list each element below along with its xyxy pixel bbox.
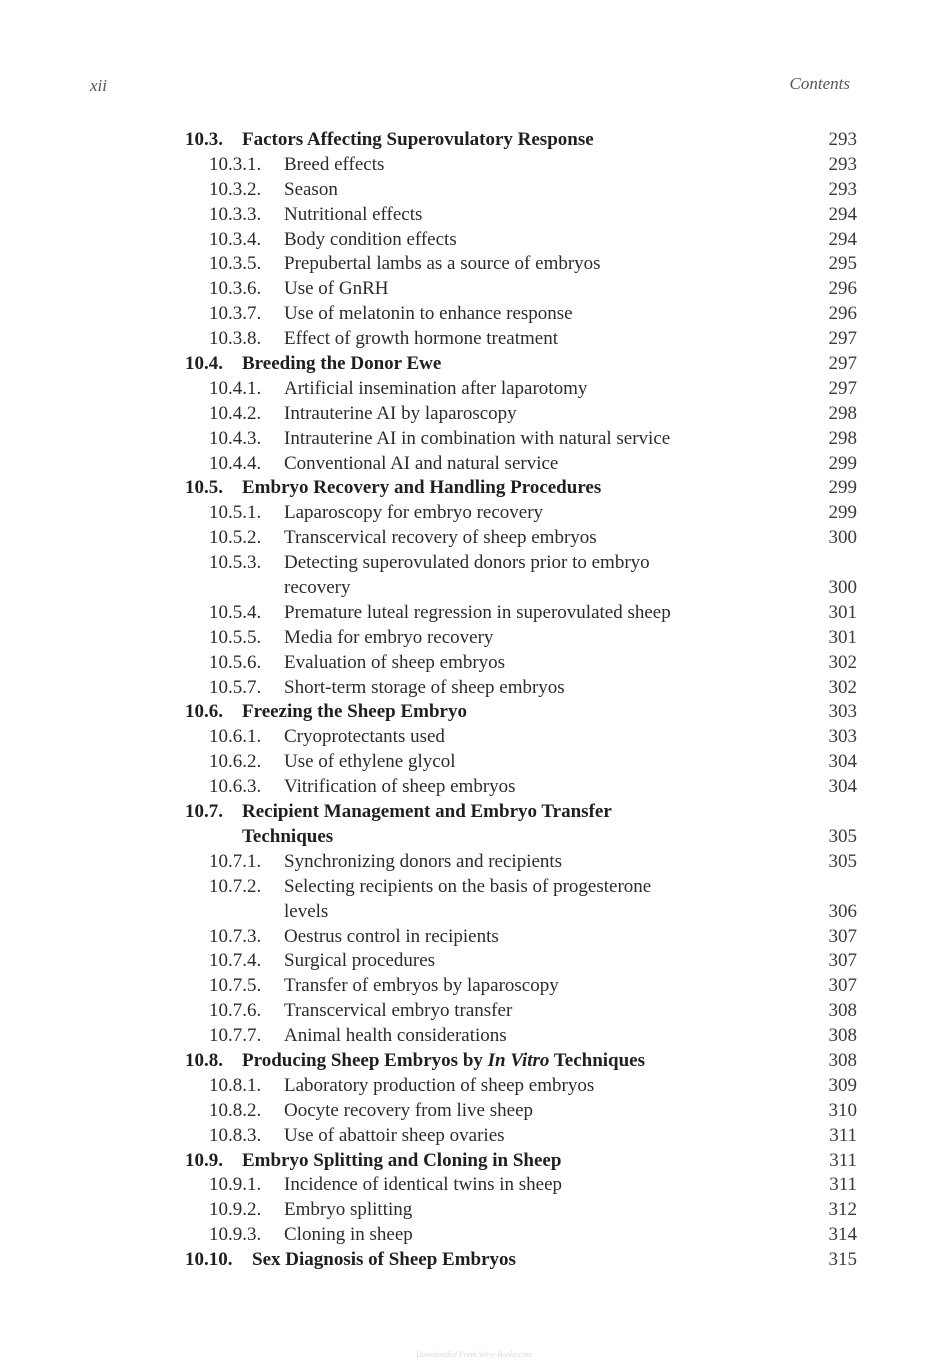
toc-entry-number: 10.7.4.: [209, 950, 262, 972]
toc-entry-title: Embryo splitting: [284, 1199, 413, 1221]
toc-entry-number: 10.4.4.: [209, 452, 262, 474]
toc-entry-number: 10.3.2.: [209, 178, 262, 200]
toc-entry-title: Transcervical embryo transfer: [284, 1000, 513, 1022]
toc-entry-page: 311: [829, 1174, 857, 1196]
toc-subsection-entry: [185, 252, 857, 277]
toc-entry-title: recovery: [284, 577, 351, 599]
toc-entry-number: 10.7.: [185, 801, 223, 823]
toc-entry-title: Oestrus control in recipients: [284, 925, 499, 947]
toc-subsection-entry: [185, 725, 857, 750]
toc-subsection-entry: [185, 526, 857, 551]
toc-subsection-entry: [185, 153, 857, 178]
toc-entry-title: Factors Affecting Superovulatory Response: [242, 129, 594, 150]
toc-entry-title: Incidence of identical twins in sheep: [284, 1174, 563, 1196]
toc-entry-number: 10.3.1.: [209, 153, 262, 175]
toc-subsection-entry: [185, 327, 857, 352]
toc-entry-title: Cryoprotectants used: [284, 726, 445, 748]
toc-entry-title: Sex Diagnosis of Sheep Embryos: [252, 1249, 516, 1271]
toc-entry-page: 307: [828, 975, 857, 997]
toc-section-entry: [185, 1149, 857, 1174]
toc-entry-page: 296: [828, 278, 857, 300]
toc-entry-page: 304: [828, 776, 857, 798]
toc-entry-page: 308: [828, 1000, 857, 1022]
toc-subsection-entry: [185, 551, 857, 576]
toc-section-entry: [185, 476, 857, 501]
toc-subsection-entry: [185, 999, 857, 1024]
toc-entry-page: 294: [828, 228, 857, 250]
toc-entry-number: 10.7.2.: [209, 875, 262, 897]
toc-entry-number: 10.5.3.: [209, 552, 262, 574]
toc-entry-number: 10.9.1.: [209, 1174, 262, 1196]
toc-entry-title: Laboratory production of sheep embryos: [284, 1074, 595, 1096]
toc-entry-page: 303: [828, 701, 857, 723]
page-number: xii: [90, 76, 107, 95]
toc-entry-number: 10.8.3.: [209, 1124, 262, 1146]
toc-entry-page: 299: [828, 452, 857, 474]
toc-entry-title: Embryo Splitting and Cloning in Sheep: [242, 1149, 562, 1171]
toc-subsection-entry: [185, 1198, 857, 1223]
toc-entry-number: 10.4.1.: [209, 377, 262, 399]
toc-entry-page: 298: [828, 427, 857, 449]
toc-entry-number: 10.6.2.: [209, 751, 262, 773]
toc-entry-number: 10.4.2.: [209, 402, 262, 424]
toc-entry-title: Use of abattoir sheep ovaries: [284, 1124, 505, 1146]
toc-section-entry: [185, 1049, 857, 1074]
toc-subsection-entry: [185, 178, 857, 203]
toc-subsection-entry: [185, 203, 857, 228]
toc-entry-title: Evaluation of sheep embryos: [284, 651, 506, 673]
toc-entry-title: Breeding the Donor Ewe: [242, 353, 442, 375]
toc-entry-page: 297: [828, 377, 857, 399]
toc-entry-title: Artificial insemination after laparotomy: [284, 377, 588, 399]
toc-subsection-entry: [185, 1024, 857, 1049]
toc-entry-page: 295: [828, 253, 857, 275]
toc-entry-title: Breed effects: [284, 153, 385, 175]
running-head: Contents: [789, 74, 850, 93]
toc-entry-page: 305: [828, 825, 857, 847]
toc-entry-number: 10.3.4.: [209, 228, 262, 250]
toc-entry-title-part: Techniques: [549, 1049, 646, 1071]
toc-entry-page: 293: [828, 178, 857, 200]
table-of-contents: [185, 128, 857, 1273]
toc-entry-page: 307: [828, 950, 857, 972]
toc-entry-page: 298: [828, 402, 857, 424]
toc-entry-number: 10.5.1.: [209, 502, 262, 524]
toc-entry-title: Selecting recipients on the basis of progesterone: [284, 875, 652, 897]
toc-entry-title: levels: [284, 900, 329, 922]
toc-entry-title: Transfer of embryos by laparoscopy: [284, 975, 559, 997]
toc-entry-page: 307: [828, 925, 857, 947]
toc-entry-page: 301: [828, 601, 857, 623]
toc-entry-page: 294: [828, 203, 857, 225]
toc-entry-page: 293: [828, 153, 857, 175]
toc-entry-title: Vitrification of sheep embryos: [284, 776, 516, 798]
toc-entry-number: 10.3.3.: [209, 203, 262, 225]
toc-entry-title: Freezing the Sheep Embryo: [242, 701, 467, 723]
toc-entry-page: 310: [828, 1099, 857, 1121]
toc-entry-page: 311: [829, 1124, 857, 1146]
toc-entry-title: Intrauterine AI by laparoscopy: [284, 402, 517, 424]
toc-subsection-entry: [185, 850, 857, 875]
toc-entry-title: Techniques: [242, 825, 334, 847]
toc-subsection-entry: [185, 427, 857, 452]
toc-entry-number: 10.5.2.: [209, 527, 262, 549]
toc-entry-title: Embryo Recovery and Handling Procedures: [242, 477, 602, 499]
toc-entry-number: 10.7.3.: [209, 925, 262, 947]
toc-entry-page: 297: [828, 353, 857, 375]
toc-subsection-entry: [185, 377, 857, 402]
toc-entry-page: 293: [828, 129, 857, 150]
toc-entry-title-italic: In Vitro: [487, 1049, 550, 1071]
toc-entry-page: 308: [828, 1025, 857, 1047]
toc-entry-title: Use of GnRH: [284, 278, 389, 300]
toc-section-entry: [185, 700, 857, 725]
toc-section-entry: [185, 800, 857, 825]
toc-section-entry: [185, 128, 857, 153]
toc-entry-title: Media for embryo recovery: [284, 626, 494, 648]
toc-section-entry: [185, 1248, 857, 1273]
toc-entry-page: 314: [828, 1224, 857, 1246]
toc-entry-number: 10.9.2.: [209, 1199, 262, 1221]
toc-entry-title: Animal health considerations: [284, 1025, 507, 1047]
toc-entry-title: Recipient Management and Embryo Transfer: [242, 801, 612, 823]
toc-subsection-entry: [185, 402, 857, 427]
footer-watermark: Downloaded From Vet-e-Books.com: [416, 1350, 532, 1359]
toc-section-entry: [185, 825, 857, 850]
toc-entry-number: 10.3.: [185, 129, 223, 150]
toc-entry-number: 10.4.3.: [209, 427, 262, 449]
toc-entry-number: 10.3.7.: [209, 303, 262, 325]
toc-entry-number: 10.6.: [185, 701, 223, 723]
toc-subsection-entry: [185, 750, 857, 775]
toc-entry-page: 297: [828, 328, 857, 350]
toc-entry-title: Cloning in sheep: [284, 1224, 413, 1246]
toc-subsection-entry: [185, 875, 857, 900]
toc-subsection-entry: [185, 974, 857, 999]
toc-entry-page: 304: [828, 751, 857, 773]
toc-entry-page: 303: [828, 726, 857, 748]
toc-subsection-entry: [185, 576, 857, 601]
toc-entry-number: 10.3.6.: [209, 278, 262, 300]
toc-entry-page: 312: [828, 1199, 857, 1221]
toc-subsection-entry: [185, 676, 857, 701]
toc-entry-page: 299: [828, 502, 857, 524]
toc-entry-page: 302: [828, 676, 857, 698]
toc-section-entry: [185, 352, 857, 377]
toc-entry-number: 10.7.1.: [209, 850, 262, 872]
toc-entry-number: 10.8.1.: [209, 1074, 262, 1096]
toc-subsection-entry: [185, 925, 857, 950]
toc-subsection-entry: [185, 228, 857, 253]
toc-subsection-entry: [185, 626, 857, 651]
toc-entry-title: Synchronizing donors and recipients: [284, 850, 563, 872]
toc-subsection-entry: [185, 949, 857, 974]
toc-entry-page: 306: [828, 900, 857, 922]
toc-subsection-entry: [185, 452, 857, 477]
toc-entry-number: 10.7.7.: [209, 1025, 262, 1047]
toc-entry-page: 311: [829, 1149, 857, 1171]
toc-subsection-entry: [185, 277, 857, 302]
toc-entry-title: Use of ethylene glycol: [284, 751, 456, 773]
toc-entry-page: 296: [828, 303, 857, 325]
toc-entry-title: Prepubertal lambs as a source of embryos: [284, 253, 601, 275]
toc-entry-number: 10.5.4.: [209, 601, 262, 623]
toc-subsection-entry: [185, 1173, 857, 1198]
toc-entry-title: [242, 1049, 645, 1074]
toc-entry-number: 10.4.: [185, 353, 223, 375]
toc-entry-number: 10.5.7.: [209, 676, 262, 698]
toc-entry-number: 10.5.6.: [209, 651, 262, 673]
toc-entry-title: Intrauterine AI in combination with natural service: [284, 427, 671, 449]
toc-entry-number: 10.5.: [185, 477, 223, 499]
toc-entry-page: 315: [828, 1249, 857, 1271]
toc-entry-number: 10.8.: [185, 1049, 223, 1071]
toc-entry-page: 300: [828, 577, 857, 599]
toc-entry-number: 10.9.3.: [209, 1224, 262, 1246]
toc-entry-number: 10.3.8.: [209, 328, 262, 350]
toc-entry-title: Oocyte recovery from live sheep: [284, 1099, 534, 1121]
toc-entry-title: Conventional AI and natural service: [284, 452, 559, 474]
toc-entry-number: 10.5.5.: [209, 626, 262, 648]
toc-entry-page: 305: [828, 850, 857, 872]
toc-subsection-entry: [185, 601, 857, 626]
toc-subsection-entry: [185, 1099, 857, 1124]
toc-entry-page: 308: [828, 1049, 857, 1071]
toc-entry-title: Effect of growth hormone treatment: [284, 328, 558, 350]
toc-entry-title: Body condition effects: [284, 228, 457, 250]
toc-entry-title: Transcervical recovery of sheep embryos: [284, 527, 597, 549]
toc-entry-title: Laparoscopy for embryo recovery: [284, 502, 544, 524]
toc-entry-number: 10.6.1.: [209, 726, 262, 748]
toc-entry-page: 299: [828, 477, 857, 499]
toc-entry-page: 300: [828, 527, 857, 549]
toc-entry-page: 309: [828, 1074, 857, 1096]
toc-entry-title: Premature luteal regression in superovulated sheep: [284, 601, 671, 623]
toc-entry-number: 10.3.5.: [209, 253, 262, 275]
toc-subsection-entry: [185, 1074, 857, 1099]
toc-entry-number: 10.7.6.: [209, 1000, 262, 1022]
toc-entry-title-part: Producing Sheep Embryos by: [242, 1049, 488, 1071]
toc-subsection-entry: [185, 775, 857, 800]
toc-entry-page: 302: [828, 651, 857, 673]
toc-subsection-entry: [185, 1124, 857, 1149]
toc-entry-page: 301: [828, 626, 857, 648]
toc-entry-title: Nutritional effects: [284, 203, 423, 225]
toc-entry-title: Season: [284, 178, 338, 200]
toc-entry-number: 10.8.2.: [209, 1099, 262, 1121]
toc-entry-number: 10.10.: [185, 1249, 233, 1271]
toc-entry-title: Detecting superovulated donors prior to embryo: [284, 552, 650, 574]
toc-subsection-entry: [185, 900, 857, 925]
toc-entry-number: 10.7.5.: [209, 975, 262, 997]
toc-subsection-entry: [185, 302, 857, 327]
toc-entry-title: Surgical procedures: [284, 950, 436, 972]
toc-entry-number: 10.9.: [185, 1149, 223, 1171]
toc-subsection-entry: [185, 501, 857, 526]
toc-subsection-entry: [185, 651, 857, 676]
toc-entry-number: 10.6.3.: [209, 776, 262, 798]
toc-entry-title: Short-term storage of sheep embryos: [284, 676, 565, 698]
toc-subsection-entry: [185, 1223, 857, 1248]
toc-entry-title: Use of melatonin to enhance response: [284, 303, 573, 325]
